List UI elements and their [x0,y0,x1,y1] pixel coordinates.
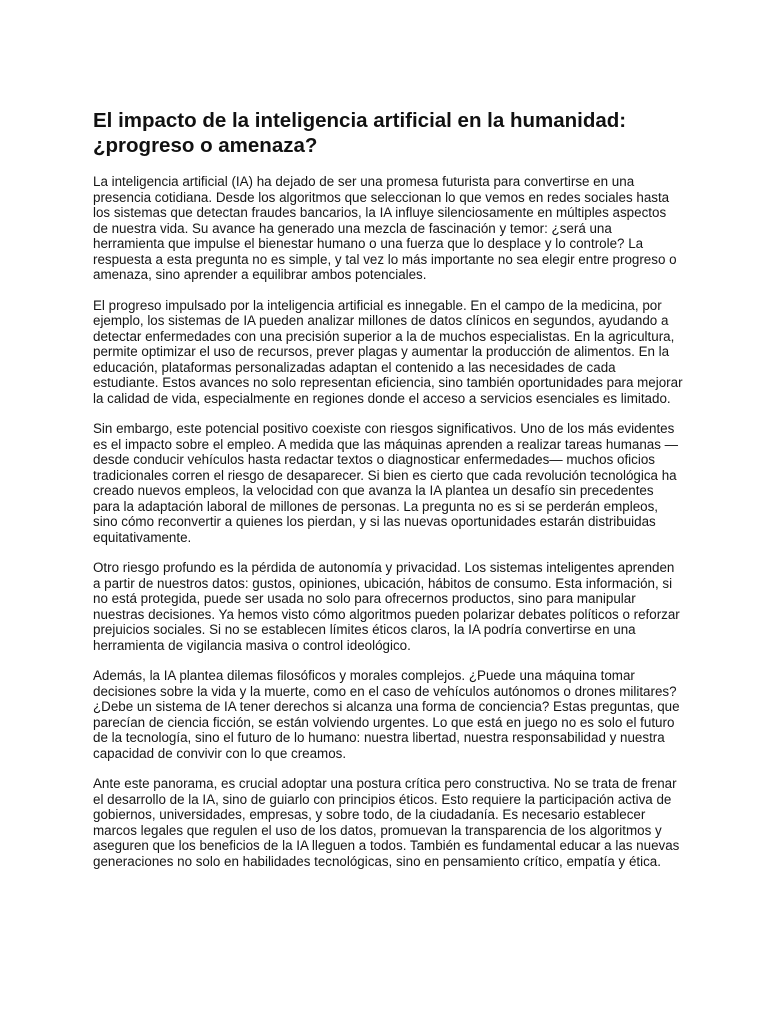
paragraph-1: La inteligencia artificial (IA) ha dejado de ser una promesa futurista para convertirse en una presencia cotidiana. Desde los algoritmos que seleccionan lo que vemos en redes sociales hasta los sistemas que detectan fraudes bancarios, la IA influye silenciosamente en múltiples aspectos de nuestra vida. Su avance ha generado una mezcla de fascinación y temor: ¿será una herramienta que impulse el bienestar humano o una fuerza que lo desplace y lo controle? La respuesta a esta pregunta no es simple, y tal vez lo más importante no sea elegir entre progreso o amenaza, sino aprender a equilibrar ambos potenciales. [93,174,677,282]
document-title: El impacto de la inteligencia artificial en la humanidad: ¿progreso o amenaza? [93,109,627,157]
paragraph-5: Además, la IA plantea dilemas filosóficos y morales complejos. ¿Puede una máquina tomar decisiones sobre la vida y la muerte, como en el caso de vehículos autónomos o drones militares? ¿Debe un sistema de IA tener derechos si alcanza una forma de conciencia? Estas preguntas, que parecían de ciencia ficción, se están volviendo urgentes. Lo que está en juego no es solo el futuro de la tecnología, sino el futuro de lo humano: nuestra libertad, nuestra responsabilidad y nuestra capacidad de convivir con lo que creamos. [93,668,680,761]
document-body [93,108,683,884]
paragraph-2: El progreso impulsado por la inteligencia artificial es innegable. En el campo de la medicina, por ejemplo, los sistemas de IA pueden analizar millones de datos clínicos en segundos, ayudando a detectar enfermedades con una precisión superior a la de muchos especialistas. En la agricultura, permite optimizar el uso de recursos, prever plagas y aumentar la producción de alimentos. En la educación, plataformas personalizadas adaptan el contenido a las necesidades de cada estudiante. Estos avances no solo representan eficiencia, sino también oportunidades para mejorar la calidad de vida, especialmente en regiones donde el acceso a servicios esenciales es limitado. [93,297,683,406]
paragraph-6: Ante este panorama, es crucial adoptar una postura crítica pero constructiva. No se trata de frenar el desarrollo de la IA, sino de guiarlo con principios éticos. Esto requiere la participación activa de gobiernos, universidades, empresas, y sobre todo, de la ciudadanía. Es necesario establecer marcos legales que regulen el uso de los datos, promuevan la transparencia de los algoritmos y aseguren que los beneficios de la IA lleguen a todos. También es fundamental educar a las nuevas generaciones no solo en habilidades tecnológicas, sino en pensamiento crítico, empatía y ética. [93,776,680,869]
paragraph-4: Otro riesgo profundo es la pérdida de autonomía y privacidad. Los sistemas inteligentes aprenden a partir de nuestros datos: gustos, opiniones, ubicación, hábitos de consumo. Esta información, si no está protegida, puede ser usada no solo para ofrecernos productos, sino para manipular nuestras decisiones. Ya hemos visto cómo algoritmos pueden polarizar debates políticos o reforzar prejuicios sociales. Si no se establecen límites éticos claros, la IA podría convertirse en una herramienta de vigilancia masiva o control ideológico. [93,560,680,653]
paragraph-3: Sin embargo, este potencial positivo coexiste con riesgos significativos. Uno de los más evidentes es el impacto sobre el empleo. A medida que las máquinas aprenden a realizar tareas humanas —desde conducir vehículos hasta redactar textos o diagnosticar enfermedades— muchos oficios tradicionales corren el riesgo de desaparecer. Si bien es cierto que cada revolución tecnológica ha creado nuevos empleos, la velocidad con que avanza la IA plantea un desafío sin precedentes para la adaptación laboral de millones de personas. La pregunta no es si se perderán empleos, sino cómo reconvertir a quienes los pierdan, y si las nuevas oportunidades estarán distribuidas equitativamente. [93,421,679,545]
